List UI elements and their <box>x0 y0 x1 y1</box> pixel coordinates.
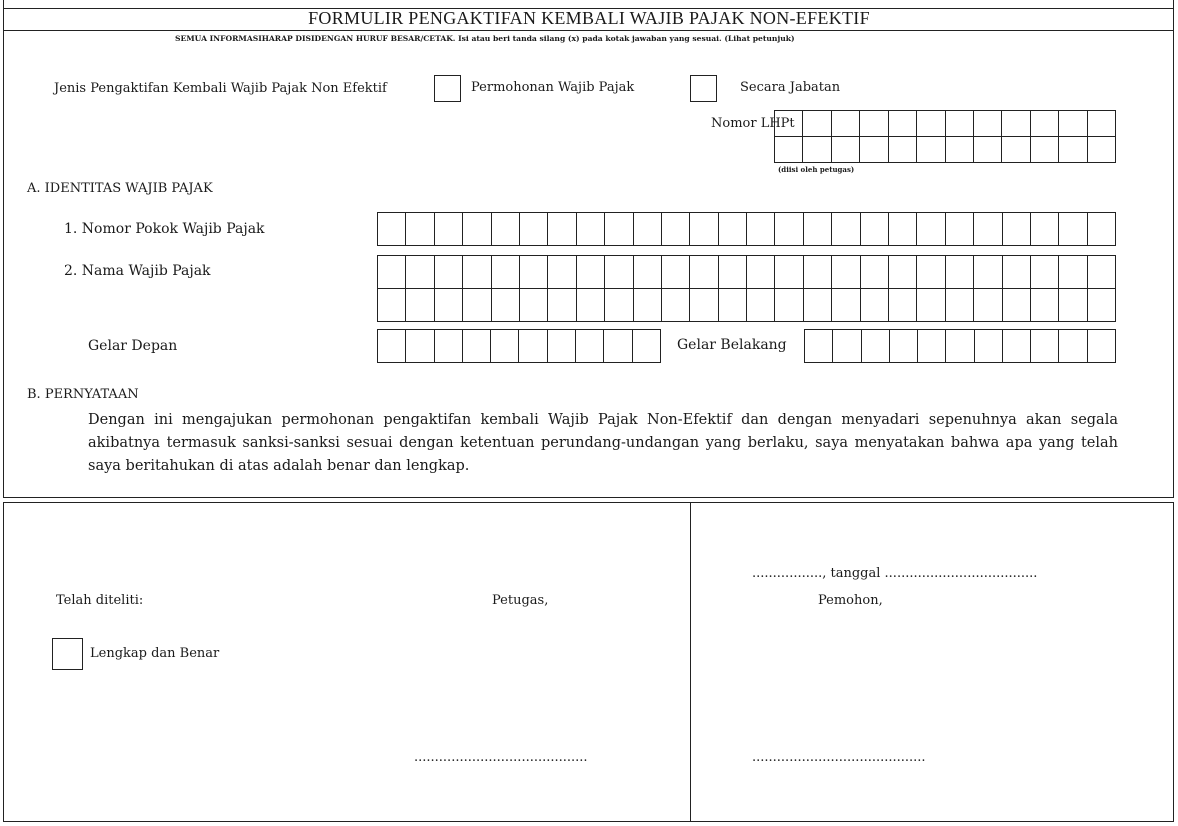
telah-diteliti-label: Telah diteliti: <box>56 593 144 608</box>
input-cell[interactable] <box>774 289 802 321</box>
nomor-lhpt-label: Nomor LHPt <box>711 116 795 131</box>
input-cell[interactable] <box>1087 137 1115 162</box>
input-cell[interactable] <box>775 111 802 136</box>
input-cell[interactable] <box>603 330 631 362</box>
input-cell[interactable] <box>519 289 547 321</box>
input-cell[interactable] <box>888 289 916 321</box>
input-cell[interactable] <box>803 213 831 245</box>
input-cell[interactable] <box>462 289 490 321</box>
input-cell[interactable] <box>831 256 859 288</box>
title-bottom-line <box>3 30 1174 31</box>
npwp-label: 1. Nomor Pokok Wajib Pajak <box>64 221 265 237</box>
input-cell[interactable] <box>803 289 831 321</box>
form-instruction: SEMUA INFORMASIHARAP DISIDENGAN HURUF BESAR/CETAK. Isi atau beri tanda silang (x) pada kotak jawaban yang sesuai. (Lihat petunjuk) <box>175 34 795 43</box>
input-cell[interactable] <box>973 289 1001 321</box>
input-cell[interactable] <box>405 330 433 362</box>
petugas-signature-line: .......................................... <box>414 750 588 765</box>
input-cell[interactable] <box>519 256 547 288</box>
input-cell[interactable] <box>1058 330 1086 362</box>
signature-frame <box>3 502 1174 822</box>
jabatan-label: Secara Jabatan <box>740 80 841 95</box>
input-cell[interactable] <box>718 289 746 321</box>
input-cell[interactable] <box>547 330 575 362</box>
gelar-depan-input[interactable] <box>377 329 661 363</box>
input-cell[interactable] <box>1030 137 1058 162</box>
input-cell[interactable] <box>831 111 859 136</box>
input-cell[interactable] <box>1087 111 1115 136</box>
input-cell[interactable] <box>945 111 973 136</box>
input-cell[interactable] <box>632 330 660 362</box>
input-cell[interactable] <box>1002 330 1030 362</box>
input-cell[interactable] <box>1030 111 1058 136</box>
npwp-input-grid[interactable] <box>377 212 1116 246</box>
input-cell[interactable] <box>1002 289 1030 321</box>
nomor-lhpt-row-2[interactable] <box>774 136 1116 163</box>
input-cell[interactable] <box>633 213 661 245</box>
input-cell[interactable] <box>831 289 859 321</box>
input-cell[interactable] <box>689 289 717 321</box>
form-title: FORMULIR PENGAKTIFAN KEMBALI WAJIB PAJAK NON-EFEKTIF <box>308 8 870 28</box>
input-cell[interactable] <box>917 330 945 362</box>
input-cell[interactable] <box>576 256 604 288</box>
input-cell[interactable] <box>802 111 830 136</box>
input-cell[interactable] <box>462 256 490 288</box>
input-cell[interactable] <box>831 213 859 245</box>
input-cell[interactable] <box>945 289 973 321</box>
input-cell[interactable] <box>491 213 519 245</box>
input-cell[interactable] <box>519 213 547 245</box>
permohonan-checkbox[interactable] <box>434 75 461 102</box>
input-cell[interactable] <box>1058 137 1086 162</box>
petugas-label: Petugas, <box>492 593 549 608</box>
input-cell[interactable] <box>575 330 603 362</box>
input-cell[interactable] <box>860 256 888 288</box>
input-cell[interactable] <box>916 111 944 136</box>
input-cell[interactable] <box>378 330 405 362</box>
input-cell[interactable] <box>774 213 802 245</box>
input-cell[interactable] <box>378 256 405 288</box>
input-cell[interactable] <box>1058 289 1086 321</box>
input-cell[interactable] <box>633 256 661 288</box>
input-cell[interactable] <box>490 330 518 362</box>
nomor-lhpt-row-1[interactable] <box>774 110 1116 137</box>
input-cell[interactable] <box>378 289 405 321</box>
input-cell[interactable] <box>633 289 661 321</box>
input-cell[interactable] <box>434 289 462 321</box>
lengkap-benar-checkbox[interactable] <box>52 638 83 670</box>
input-cell[interactable] <box>859 137 887 162</box>
input-cell[interactable] <box>1058 213 1086 245</box>
date-line: ................., tanggal ..................................... <box>752 566 1038 581</box>
input-cell[interactable] <box>1058 111 1086 136</box>
input-cell[interactable] <box>689 256 717 288</box>
input-cell[interactable] <box>491 256 519 288</box>
input-cell[interactable] <box>434 213 462 245</box>
input-cell[interactable] <box>860 213 888 245</box>
input-cell[interactable] <box>1087 289 1115 321</box>
input-cell[interactable] <box>945 137 973 162</box>
diisi-petugas-note: (diisi oleh petugas) <box>778 165 855 174</box>
gelar-belakang-label: Gelar Belakang <box>677 337 787 353</box>
input-cell[interactable] <box>604 289 632 321</box>
input-cell[interactable] <box>604 213 632 245</box>
input-cell[interactable] <box>973 137 1001 162</box>
input-cell[interactable] <box>661 289 689 321</box>
input-cell[interactable] <box>832 330 860 362</box>
input-cell[interactable] <box>604 256 632 288</box>
input-cell[interactable] <box>746 256 774 288</box>
input-cell[interactable] <box>746 289 774 321</box>
gelar-belakang-input[interactable] <box>804 329 1116 363</box>
input-cell[interactable] <box>859 111 887 136</box>
input-cell[interactable] <box>802 137 830 162</box>
input-cell[interactable] <box>405 213 433 245</box>
input-cell[interactable] <box>1087 213 1115 245</box>
input-cell[interactable] <box>576 213 604 245</box>
input-cell[interactable] <box>718 213 746 245</box>
input-cell[interactable] <box>1001 137 1029 162</box>
input-cell[interactable] <box>378 213 405 245</box>
input-cell[interactable] <box>916 137 944 162</box>
input-cell[interactable] <box>1030 330 1058 362</box>
input-cell[interactable] <box>661 213 689 245</box>
input-cell[interactable] <box>462 330 490 362</box>
input-cell[interactable] <box>1002 256 1030 288</box>
input-cell[interactable] <box>547 289 575 321</box>
input-cell[interactable] <box>405 256 433 288</box>
input-cell[interactable] <box>518 330 546 362</box>
pemohon-label: Pemohon, <box>818 593 883 608</box>
section-a-heading: A. IDENTITAS WAJIB PAJAK <box>27 181 213 196</box>
input-cell[interactable] <box>973 111 1001 136</box>
input-cell[interactable] <box>945 330 973 362</box>
jabatan-checkbox[interactable] <box>690 75 717 102</box>
pemohon-signature-line: .......................................... <box>752 750 926 765</box>
input-cell[interactable] <box>945 213 973 245</box>
input-cell[interactable] <box>1030 213 1058 245</box>
statement-text: Dengan ini mengajukan permohonan pengaktifan kembali Wajib Pajak Non-Efektif dan dengan menyadari sepenuhnya akan segala akibatnya termasuk sanksi-sanksi sesuai dengan ketentuan perundang-undangan yang berlaku, saya menyatakan bahwa apa yang telah saya beritahukan di atas adalah benar dan lengkap. <box>88 412 1118 474</box>
input-cell[interactable] <box>888 111 916 136</box>
input-cell[interactable] <box>462 213 490 245</box>
lengkap-benar-label: Lengkap dan Benar <box>90 646 220 661</box>
input-cell[interactable] <box>689 213 717 245</box>
permohonan-label: Permohonan Wajib Pajak <box>471 80 635 95</box>
input-cell[interactable] <box>974 330 1002 362</box>
input-cell[interactable] <box>547 256 575 288</box>
input-cell[interactable] <box>916 289 944 321</box>
input-cell[interactable] <box>831 137 859 162</box>
input-cell[interactable] <box>861 330 889 362</box>
input-cell[interactable] <box>405 289 433 321</box>
input-cell[interactable] <box>434 330 462 362</box>
input-cell[interactable] <box>916 256 944 288</box>
input-cell[interactable] <box>576 289 604 321</box>
input-cell[interactable] <box>945 256 973 288</box>
input-cell[interactable] <box>973 213 1001 245</box>
input-cell[interactable] <box>1030 256 1058 288</box>
input-cell[interactable] <box>1087 256 1115 288</box>
input-cell[interactable] <box>1001 111 1029 136</box>
input-cell[interactable] <box>774 256 802 288</box>
input-cell[interactable] <box>1002 213 1030 245</box>
input-cell[interactable] <box>889 330 917 362</box>
gelar-depan-label: Gelar Depan <box>88 338 178 354</box>
nama-label: 2. Nama Wajib Pajak <box>64 263 211 279</box>
input-cell[interactable] <box>888 256 916 288</box>
nama-input-row-1[interactable] <box>377 255 1116 289</box>
input-cell[interactable] <box>1058 256 1086 288</box>
input-cell[interactable] <box>888 137 916 162</box>
input-cell[interactable] <box>1087 330 1115 362</box>
input-cell[interactable] <box>973 256 1001 288</box>
input-cell[interactable] <box>718 256 746 288</box>
input-cell[interactable] <box>916 213 944 245</box>
input-cell[interactable] <box>775 137 802 162</box>
nama-input-row-2[interactable] <box>377 288 1116 322</box>
input-cell[interactable] <box>746 213 774 245</box>
input-cell[interactable] <box>1030 289 1058 321</box>
input-cell[interactable] <box>888 213 916 245</box>
input-cell[interactable] <box>803 256 831 288</box>
signature-divider <box>690 502 691 822</box>
input-cell[interactable] <box>491 289 519 321</box>
input-cell[interactable] <box>547 213 575 245</box>
input-cell[interactable] <box>434 256 462 288</box>
input-cell[interactable] <box>661 256 689 288</box>
input-cell[interactable] <box>805 330 832 362</box>
jenis-label: Jenis Pengaktifan Kembali Wajib Pajak Non Efektif <box>54 81 387 96</box>
input-cell[interactable] <box>860 289 888 321</box>
section-b-heading: B. PERNYATAAN <box>27 387 139 402</box>
